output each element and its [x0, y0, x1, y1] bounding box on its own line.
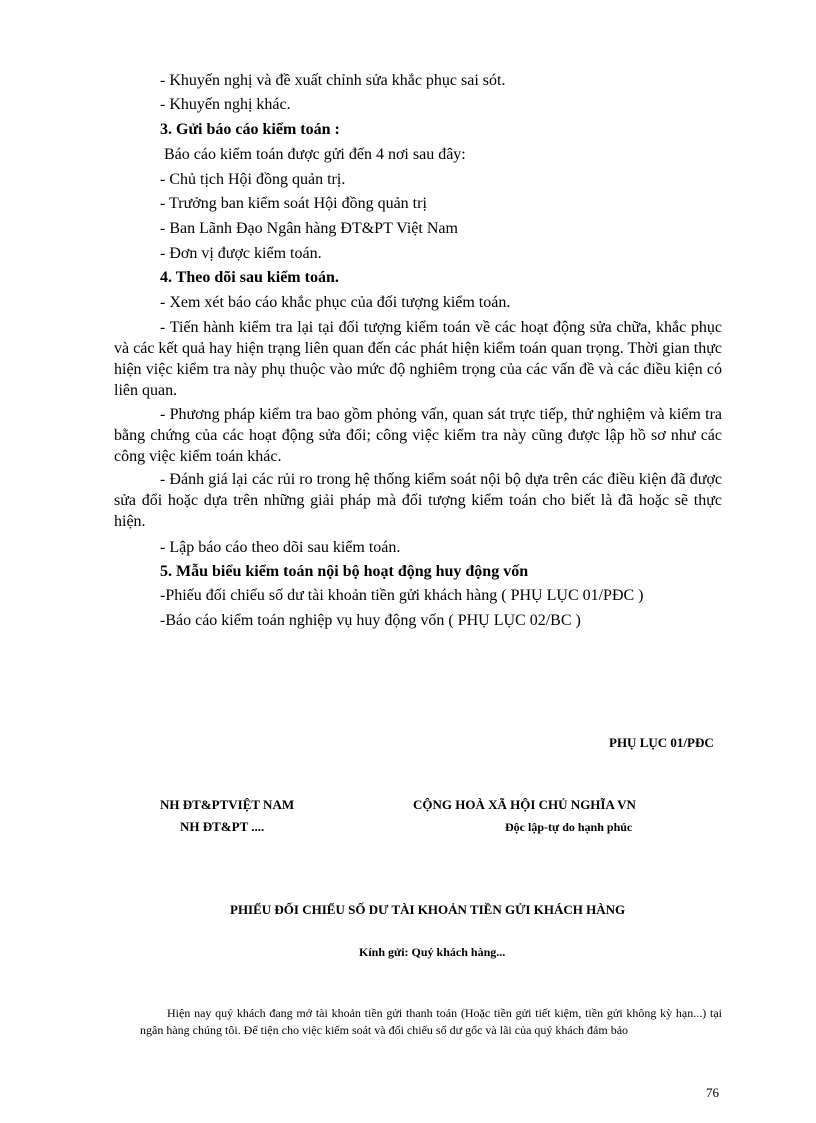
text-line: Báo cáo kiểm toán được gửi đến 4 nơi sau đây:: [164, 146, 466, 163]
form-body-paragraph: Hiện nay quý khách đang mở tài khoản tiền gửi thanh toán (Hoặc tiền gửi tiết kiệm, tiền gửi không kỳ hạn...) tại ngân hàng chúng tôi. Để tiện cho việc kiểm soát và đối chiếu số dư gốc và lãi của quý khách đảm bảo: [140, 1006, 722, 1037]
section-heading-5: 5. Mẫu biểu kiểm toán nội bộ hoạt động huy động vốn: [160, 563, 529, 580]
paragraph: - Tiến hành kiểm tra lại tại đối tượng kiểm toán về các hoạt động sửa chữa, khắc phục và các kết quả hay hiện trạng liên quan đến các phát hiện kiểm toán quan trọng. Thời gian thực hiện việc kiểm tra này phụ thuộc vào mức độ nghiêm trọng của các vấn đề và các điều kiện có liên quan.: [114, 319, 722, 399]
motto: Độc lập-tự do hạnh phúc: [505, 820, 633, 834]
text-line: - Khuyến nghị khác.: [160, 96, 291, 113]
paragraph: - Đánh giá lại các rủi ro trong hệ thống kiểm soát nội bộ dựa trên các điều kiện đã được sửa đổi hoặc dựa trên những giải pháp mà đối tượng kiểm toán cho biết là đã hoặc sẽ thực hiện.: [114, 471, 722, 530]
list-item: - Ban Lãnh Đạo Ngân hàng ĐT&PT Việt Nam: [160, 220, 458, 237]
list-item: - Đơn vị được kiểm toán.: [160, 245, 322, 262]
text-line: - Khuyến nghị và đề xuất chỉnh sửa khắc phục sai sót.: [160, 72, 506, 89]
greeting: Kính gửi: Quý khách hàng...: [359, 945, 506, 959]
text-line: - Xem xét báo cáo khắc phục của đối tượng kiểm toán.: [160, 294, 511, 311]
list-item: - Trưởng ban kiểm soát Hội đồng quản trị: [160, 195, 427, 212]
bank-name: NH ĐT&PTVIỆT NAM: [160, 797, 295, 812]
page-number: 76: [706, 1085, 719, 1100]
form-title: PHIẾU ĐỐI CHIẾU SỐ DƯ TÀI KHOẢN TIỀN GỬI KHÁCH HÀNG: [230, 902, 626, 917]
section-heading-4: 4. Theo dõi sau kiểm toán.: [160, 269, 339, 286]
appendix-label: PHỤ LỤC 01/PĐC: [609, 735, 714, 750]
list-item: - Chủ tịch Hội đồng quản trị.: [160, 171, 346, 188]
branch-name: NH ĐT&PT ....: [180, 819, 265, 834]
paragraph: - Phương pháp kiểm tra bao gồm phỏng vấn, quan sát trực tiếp, thử nghiệm và kiểm tra bằng chứng của các hoạt động sửa đổi; công việc kiểm tra này cũng được lập hồ sơ như các công việc kiểm toán khác.: [114, 406, 722, 465]
list-item: -Phiếu đối chiếu số dư tài khoản tiền gửi khách hàng ( PHỤ LỤC 01/PĐC ): [160, 587, 644, 604]
list-item: -Báo cáo kiểm toán nghiệp vụ huy động vốn ( PHỤ LỤC 02/BC ): [160, 612, 581, 629]
text-line: - Lập báo cáo theo dõi sau kiểm toán.: [160, 539, 401, 556]
section-heading-3: 3. Gửi báo cáo kiểm toán :: [160, 121, 340, 138]
country-header: CỘNG HOÀ XÃ HỘI CHỦ NGHĨA VN: [413, 797, 636, 812]
